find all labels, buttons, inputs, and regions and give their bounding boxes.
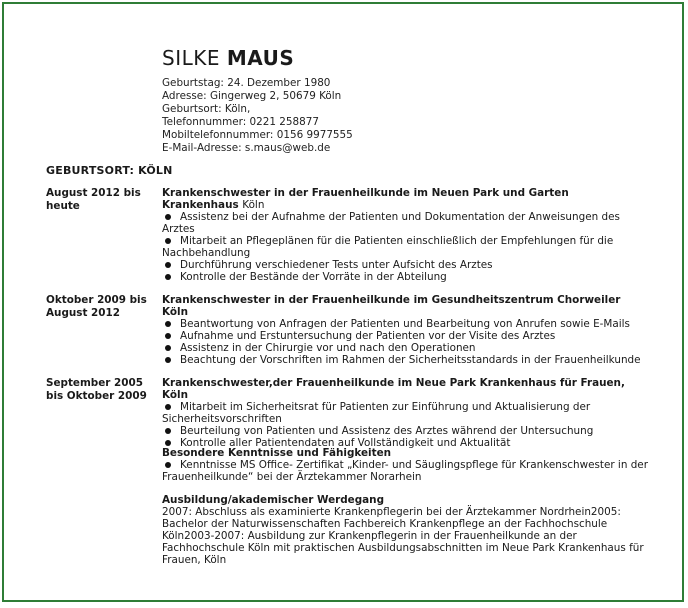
first-name: SILKE — [162, 46, 220, 70]
skills-heading: Besondere Kenntnisse und Fähigkeiten — [162, 447, 392, 459]
last-name: MAUS — [226, 46, 295, 70]
contact-address: Adresse: Gingerweg 2, 50679 Köln — [162, 90, 342, 102]
contact-birthday: Geburtstag: 24. Dezember 1980 — [162, 77, 331, 89]
entry-bullets — [162, 401, 648, 449]
contact-mobile: Mobiltelefonnummer: 0156 9977555 — [162, 129, 353, 141]
resume-name — [162, 46, 294, 70]
entry-body — [162, 294, 648, 366]
entry-date: August 2012 bis heute — [46, 187, 141, 212]
contact-block — [162, 77, 353, 155]
entry-date: September 2005 bis Oktober 2009 — [46, 377, 147, 402]
bullet-item: Aufnahme und Erstuntersuchung der Patienten vor der Visite des Arztes — [162, 330, 648, 342]
contact-email: E-Mail-Adresse: s.maus@web.de — [162, 142, 331, 154]
entry-bullets — [162, 318, 648, 366]
entry-body — [162, 187, 648, 283]
education-heading: Ausbildung/akademischer Werdegang — [162, 494, 385, 506]
bullet-item: Durchführung verschiedener Tests unter Aufsicht des Arztes — [162, 259, 648, 271]
bullet-item: Mitarbeit an Pflegeplänen für die Patienten einschließlich der Empfehlungen für die Nachbehandlung — [162, 235, 648, 259]
skills-block — [162, 447, 648, 483]
entry-title-text: Krankenschwester,der Frauenheilkunde im Neue Park Krankenhaus für Frauen, Köln — [162, 377, 625, 401]
bullet-item: Beachtung der Vorschriften im Rahmen der Sicherheitsstandards in der Frauenheilkunde — [162, 354, 648, 366]
contact-phone: Telefonnummer: 0221 258877 — [162, 116, 319, 128]
bullet-item: Kontrolle aller Patientendaten auf Vollständigkeit und Aktualität — [162, 437, 648, 449]
entry-body — [162, 377, 648, 449]
section-heading: GEBURTSORT: KÖLN — [46, 164, 173, 177]
bullet-item: Beurteilung von Patienten und Assistenz des Arztes während der Untersuchung — [162, 425, 648, 437]
entry-title-text: Krankenschwester in der Frauenheilkunde im Gesundheitszentrum Chorweiler Köln — [162, 294, 621, 318]
bullet-item: Beantwortung von Anfragen der Patienten und Bearbeitung von Anrufen sowie E-Mails — [162, 318, 648, 330]
bullet-item: Assistenz in der Chirurgie vor und nach den Operationen — [162, 342, 648, 354]
entry-title-text: Krankenschwester in der Frauenheilkunde im Neuen Park und Garten Krankenhaus — [162, 187, 569, 211]
entry-title — [162, 294, 648, 318]
entry-title — [162, 187, 648, 211]
entry-date: Oktober 2009 bis August 2012 — [46, 294, 147, 319]
entry-title — [162, 377, 648, 401]
bullet-item: Kenntnisse MS Office- Zertifikat „Kinder- und Säuglingspflege für Krankenschwester in der Frauenheilkunde“ bei der Ärztekammer Norarhein — [162, 459, 648, 483]
bullet-item: Mitarbeit im Sicherheitsrat für Patienten zur Einführung und Aktualisierung der Sicherheitsvorschriften — [162, 401, 648, 425]
skills-bullets — [162, 459, 648, 483]
bullet-item: Kontrolle der Bestände der Vorräte in der Abteilung — [162, 271, 648, 283]
education-block — [162, 494, 648, 566]
contact-birthplace: Geburtsort: Köln, — [162, 103, 251, 115]
education-text: 2007: Abschluss als examinierte Krankenpflegerin bei der Ärztekammer Nordrhein2005: Bachelor der Naturwissenschaften Fachbereich Krankenpflege an der Fachhochschule Köln2003-2007: Ausbildung zur Krankenpflegerin in der Frauenheilkunde an der Fachhochschule Köln mit praktischen Ausbildungsabschnitten im Neue Park Krankenhaus für Frauen, Köln — [162, 506, 644, 566]
resume-page — [2, 2, 684, 602]
entry-bullets — [162, 211, 648, 283]
bullet-item: Assistenz bei der Aufnahme der Patienten und Dokumentation der Anweisungen des Arztes — [162, 211, 648, 235]
entry-location: Köln — [242, 199, 265, 211]
